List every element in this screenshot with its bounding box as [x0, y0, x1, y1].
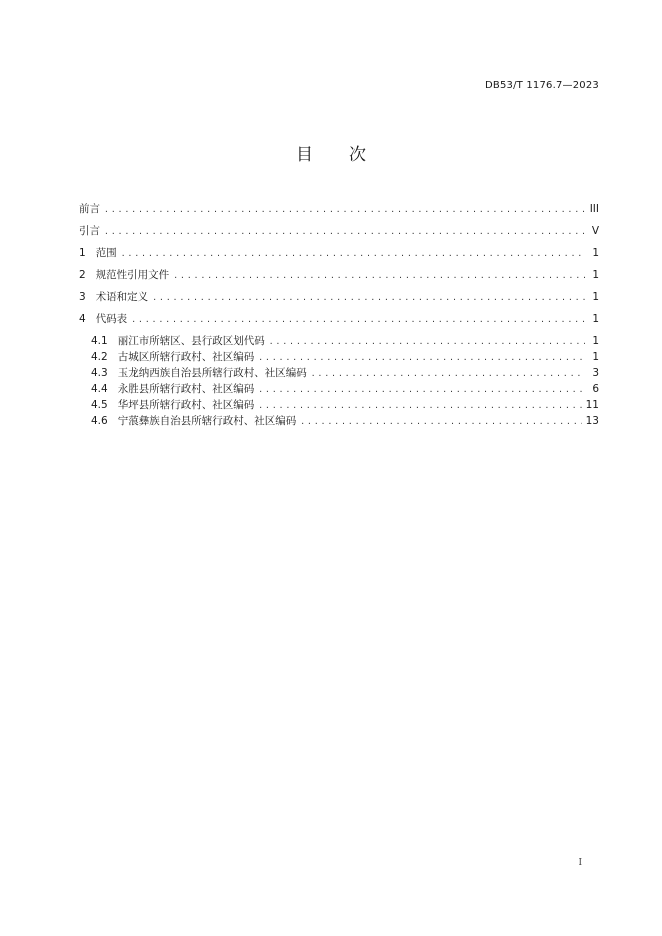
toc-entry-number: 4.5 — [91, 399, 108, 411]
toc-entry-number: 4.1 — [91, 335, 108, 347]
toc-entry-label: 代码表 — [95, 313, 128, 325]
toc-entry-label: 华坪县所辖行政村、社区编码 — [117, 399, 255, 411]
toc-entry-label: 古城区所辖行政村、社区编码 — [117, 351, 255, 363]
toc-entry-3[interactable] — [79, 289, 599, 311]
toc-entry-page: 1 — [592, 351, 599, 363]
toc-leader-dots — [104, 202, 585, 218]
toc-leader-dots — [258, 398, 581, 414]
toc-entry-label: 宁蒗彝族自治县所辖行政村、社区编码 — [117, 415, 297, 427]
toc-entry-number: 4 — [79, 313, 86, 325]
table-of-contents — [79, 201, 599, 429]
page-number: I — [578, 858, 582, 868]
toc-entry-number: 3 — [79, 291, 86, 303]
toc-entry-4[interactable] — [79, 311, 599, 333]
toc-entry-label: 丽江市所辖区、县行政区划代码 — [117, 335, 265, 347]
toc-entry-page: 1 — [592, 291, 599, 303]
toc-entry-label: 术语和定义 — [95, 291, 149, 303]
toc-entry-page: 3 — [592, 367, 599, 379]
toc-entry-page: III — [589, 203, 599, 215]
toc-leader-dots — [131, 312, 585, 328]
toc-leader-dots — [311, 366, 585, 382]
toc-entry-page: 13 — [585, 415, 599, 427]
toc-entry-page: 1 — [592, 247, 599, 259]
toc-entry-page: 1 — [592, 313, 599, 325]
toc-entry-4-6[interactable] — [79, 413, 599, 429]
toc-entry-4-2[interactable] — [79, 349, 599, 365]
toc-entry-label: 前言 — [79, 203, 100, 215]
toc-entry-label: 范围 — [95, 247, 117, 259]
toc-entry-4-5[interactable] — [79, 397, 599, 413]
toc-entry-label: 引言 — [79, 225, 100, 237]
toc-leader-dots — [152, 290, 585, 306]
toc-entry-page: 6 — [592, 383, 599, 395]
toc-entry-1[interactable] — [79, 245, 599, 267]
toc-title-char-2: 次 — [349, 145, 366, 165]
toc-entry-number: 2 — [79, 269, 86, 281]
toc-leader-dots — [269, 334, 585, 350]
toc-entry-label: 永胜县所辖行政村、社区编码 — [117, 383, 255, 395]
toc-leader-dots — [121, 246, 585, 262]
toc-entry-number: 1 — [79, 247, 86, 259]
toc-entry-number: 4.6 — [91, 415, 108, 427]
document-number: DB53/T 1176.7—2023 — [485, 80, 599, 91]
toc-entry-4-1[interactable] — [79, 333, 599, 349]
toc-leader-dots — [258, 382, 585, 398]
toc-title-char-1: 目 — [296, 145, 313, 165]
toc-leader-dots — [258, 350, 585, 366]
toc-entry-number: 4.2 — [91, 351, 108, 363]
toc-entry-label: 玉龙纳西族自治县所辖行政村、社区编码 — [117, 367, 307, 379]
toc-entry-2[interactable] — [79, 267, 599, 289]
toc-entry-page: 1 — [592, 269, 599, 281]
toc-entry-foreword[interactable] — [79, 201, 599, 223]
toc-entry-number: 4.4 — [91, 383, 108, 395]
toc-entry-introduction[interactable] — [79, 223, 599, 245]
toc-leader-dots — [173, 268, 585, 284]
toc-leader-dots — [104, 224, 585, 240]
toc-title — [0, 140, 662, 165]
toc-entry-number: 4.3 — [91, 367, 108, 379]
toc-entry-4-3[interactable] — [79, 365, 599, 381]
toc-entry-4-4[interactable] — [79, 381, 599, 397]
toc-leader-dots — [300, 414, 581, 430]
toc-entry-page: V — [591, 225, 599, 237]
toc-entry-label: 规范性引用文件 — [95, 269, 170, 281]
toc-entry-page: 1 — [592, 335, 599, 347]
toc-entry-page: 11 — [585, 399, 599, 411]
